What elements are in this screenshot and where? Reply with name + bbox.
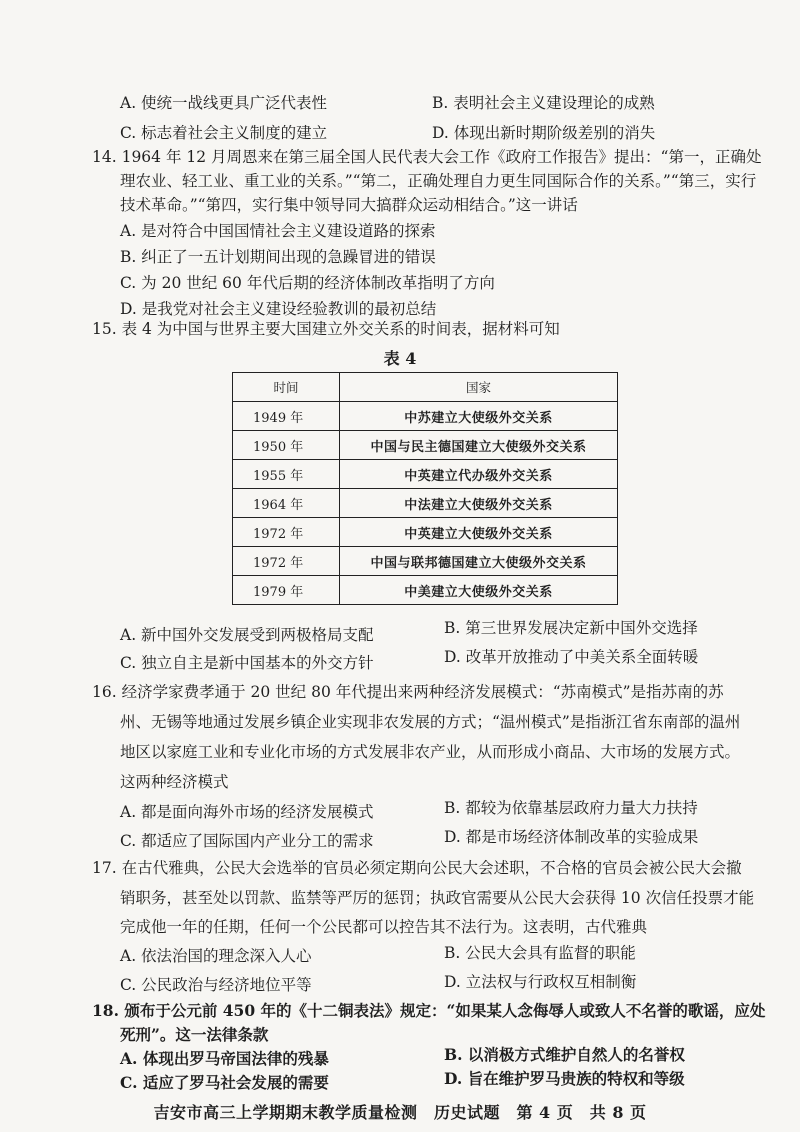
cell-relation: 中国与联邦德国建立大使级外交关系 (340, 547, 618, 576)
cell-year: 1949 年 (233, 402, 340, 431)
q14-stem-line-2: 理农业、轻工业、重工业的关系。”“第二，正确处理自力更生同国际合作的关系。”“第三，实行 (120, 172, 757, 190)
table-row (233, 431, 618, 460)
q16-stem-line-3: 地区以家庭工业和专业化市场的方式发展非农产业，从而形成小商品、大市场的发展方式。 (120, 743, 741, 761)
q17-stem-line-2: 销职务，甚至处以罚款、监禁等严厉的惩罚；执政官需要从公民大会获得 10 次信任投票才能 (120, 889, 755, 907)
q14-stem-line-3: 技术革命。”“第四，实行集中领导同大搞群众运动相结合。”这一讲话 (120, 196, 578, 214)
q15-option-d: D. 改革开放推动了中美关系全面转暖 (444, 648, 699, 666)
q15-option-b: B. 第三世界发展决定新中国外交选择 (444, 619, 698, 637)
table-caption: 表 4 (383, 349, 417, 368)
q13-option-a: A. 使统一战线更具广泛代表性 (120, 94, 328, 112)
table-row (233, 547, 618, 576)
cell-year: 1964 年 (233, 489, 340, 518)
q17-option-a: A. 依法治国的理念深入人心 (120, 947, 312, 965)
q14-option-d: D. 是我党对社会主义建设经验教训的最初总结 (120, 300, 437, 318)
header-time: 时间 (233, 373, 340, 402)
q18-option-d: D. 旨在维护罗马贵族的特权和等级 (444, 1069, 685, 1088)
q13-option-c: C. 标志着社会主义制度的建立 (120, 124, 328, 142)
table-row (233, 402, 618, 431)
cell-year: 1955 年 (233, 460, 340, 489)
q14-option-a: A. 是对符合中国国情社会主义建设道路的探索 (120, 222, 436, 240)
cell-relation: 中苏建立大使级外交关系 (340, 402, 618, 431)
q17-option-b: B. 公民大会具有监督的职能 (444, 944, 636, 962)
cell-year: 1950 年 (233, 431, 340, 460)
q17-option-c: C. 公民政治与经济地位平等 (120, 976, 312, 994)
diplomatic-relations-table (232, 372, 618, 605)
table-row (233, 489, 618, 518)
q16-stem-line-1: 16. 经济学家费孝通于 20 世纪 80 年代提出来两种经济发展模式：“苏南模式”是指苏南的苏 (92, 683, 724, 701)
q18-stem-line-1: 18. 颁布于公元前 450 年的《十二铜表法》规定：“如果某人念侮辱人或致人不名誉的歌谣，应处 (92, 1001, 766, 1020)
q14-option-b: B. 纠正了一五计划期间出现的急躁冒进的错误 (120, 248, 436, 266)
q15-option-a: A. 新中国外交发展受到两极格局支配 (120, 626, 374, 644)
q13-option-b: B. 表明社会主义建设理论的成熟 (432, 94, 655, 112)
q16-option-b: B. 都较为依靠基层政府力量大力扶持 (444, 799, 698, 817)
q17-stem-line-3: 完成他一年的任期，任何一个公民都可以控告其不法行为。这表明，古代雅典 (120, 918, 648, 936)
page-footer: 吉安市高三上学期期末教学质量检测 历史试题 第 4 页 共 8 页 (153, 1103, 647, 1122)
q17-stem-line-1: 17. 在古代雅典，公民大会选举的官员必须定期向公民大会述职，不合格的官员会被公民大会撤 (92, 859, 742, 877)
q18-option-b: B. 以消极方式维护自然人的名誉权 (444, 1045, 685, 1064)
cell-year: 1972 年 (233, 547, 340, 576)
q16-option-c: C. 都适应了国际国内产业分工的需求 (120, 832, 374, 850)
header-country: 国家 (340, 373, 618, 402)
q15-option-c: C. 独立自主是新中国基本的外交方针 (120, 654, 374, 672)
table-row (233, 460, 618, 489)
cell-year: 1979 年 (233, 576, 340, 605)
cell-relation: 中国与民主德国建立大使级外交关系 (340, 431, 618, 460)
q17-option-d: D. 立法权与行政权互相制衡 (444, 973, 637, 991)
cell-relation: 中法建立大使级外交关系 (340, 489, 618, 518)
q15-stem: 15. 表 4 为中国与世界主要大国建立外交关系的时间表，据材料可知 (92, 320, 560, 338)
q16-stem-line-2: 州、无锡等地通过发展乡镇企业实现非农发展的方式；“温州模式”是指浙江省东南部的温州 (120, 713, 741, 731)
q16-option-a: A. 都是面向海外市场的经济发展模式 (120, 803, 374, 821)
table-header-row (233, 373, 618, 402)
cell-relation: 中美建立大使级外交关系 (340, 576, 618, 605)
table-row (233, 576, 618, 605)
table-row (233, 518, 618, 547)
cell-year: 1972 年 (233, 518, 340, 547)
q16-option-d: D. 都是市场经济体制改革的实验成果 (444, 828, 699, 846)
q16-stem-line-4: 这两种经济模式 (120, 773, 229, 791)
q18-stem-line-2: 死刑”。这一法律条款 (120, 1025, 269, 1044)
q14-option-c: C. 为 20 世纪 60 年代后期的经济体制改革指明了方向 (120, 274, 495, 292)
q18-option-c: C. 适应了罗马社会发展的需要 (120, 1073, 329, 1092)
cell-relation: 中英建立大使级外交关系 (340, 518, 618, 547)
cell-relation: 中英建立代办级外交关系 (340, 460, 618, 489)
q18-option-a: A. 体现出罗马帝国法律的残暴 (120, 1049, 329, 1068)
q13-option-d: D. 体现出新时期阶级差别的消失 (432, 124, 656, 142)
q14-stem-line-1: 14. 1964 年 12 月周恩来在第三届全国人民代表大会工作《政府工作报告》提出：“第一，正确处 (92, 148, 762, 166)
